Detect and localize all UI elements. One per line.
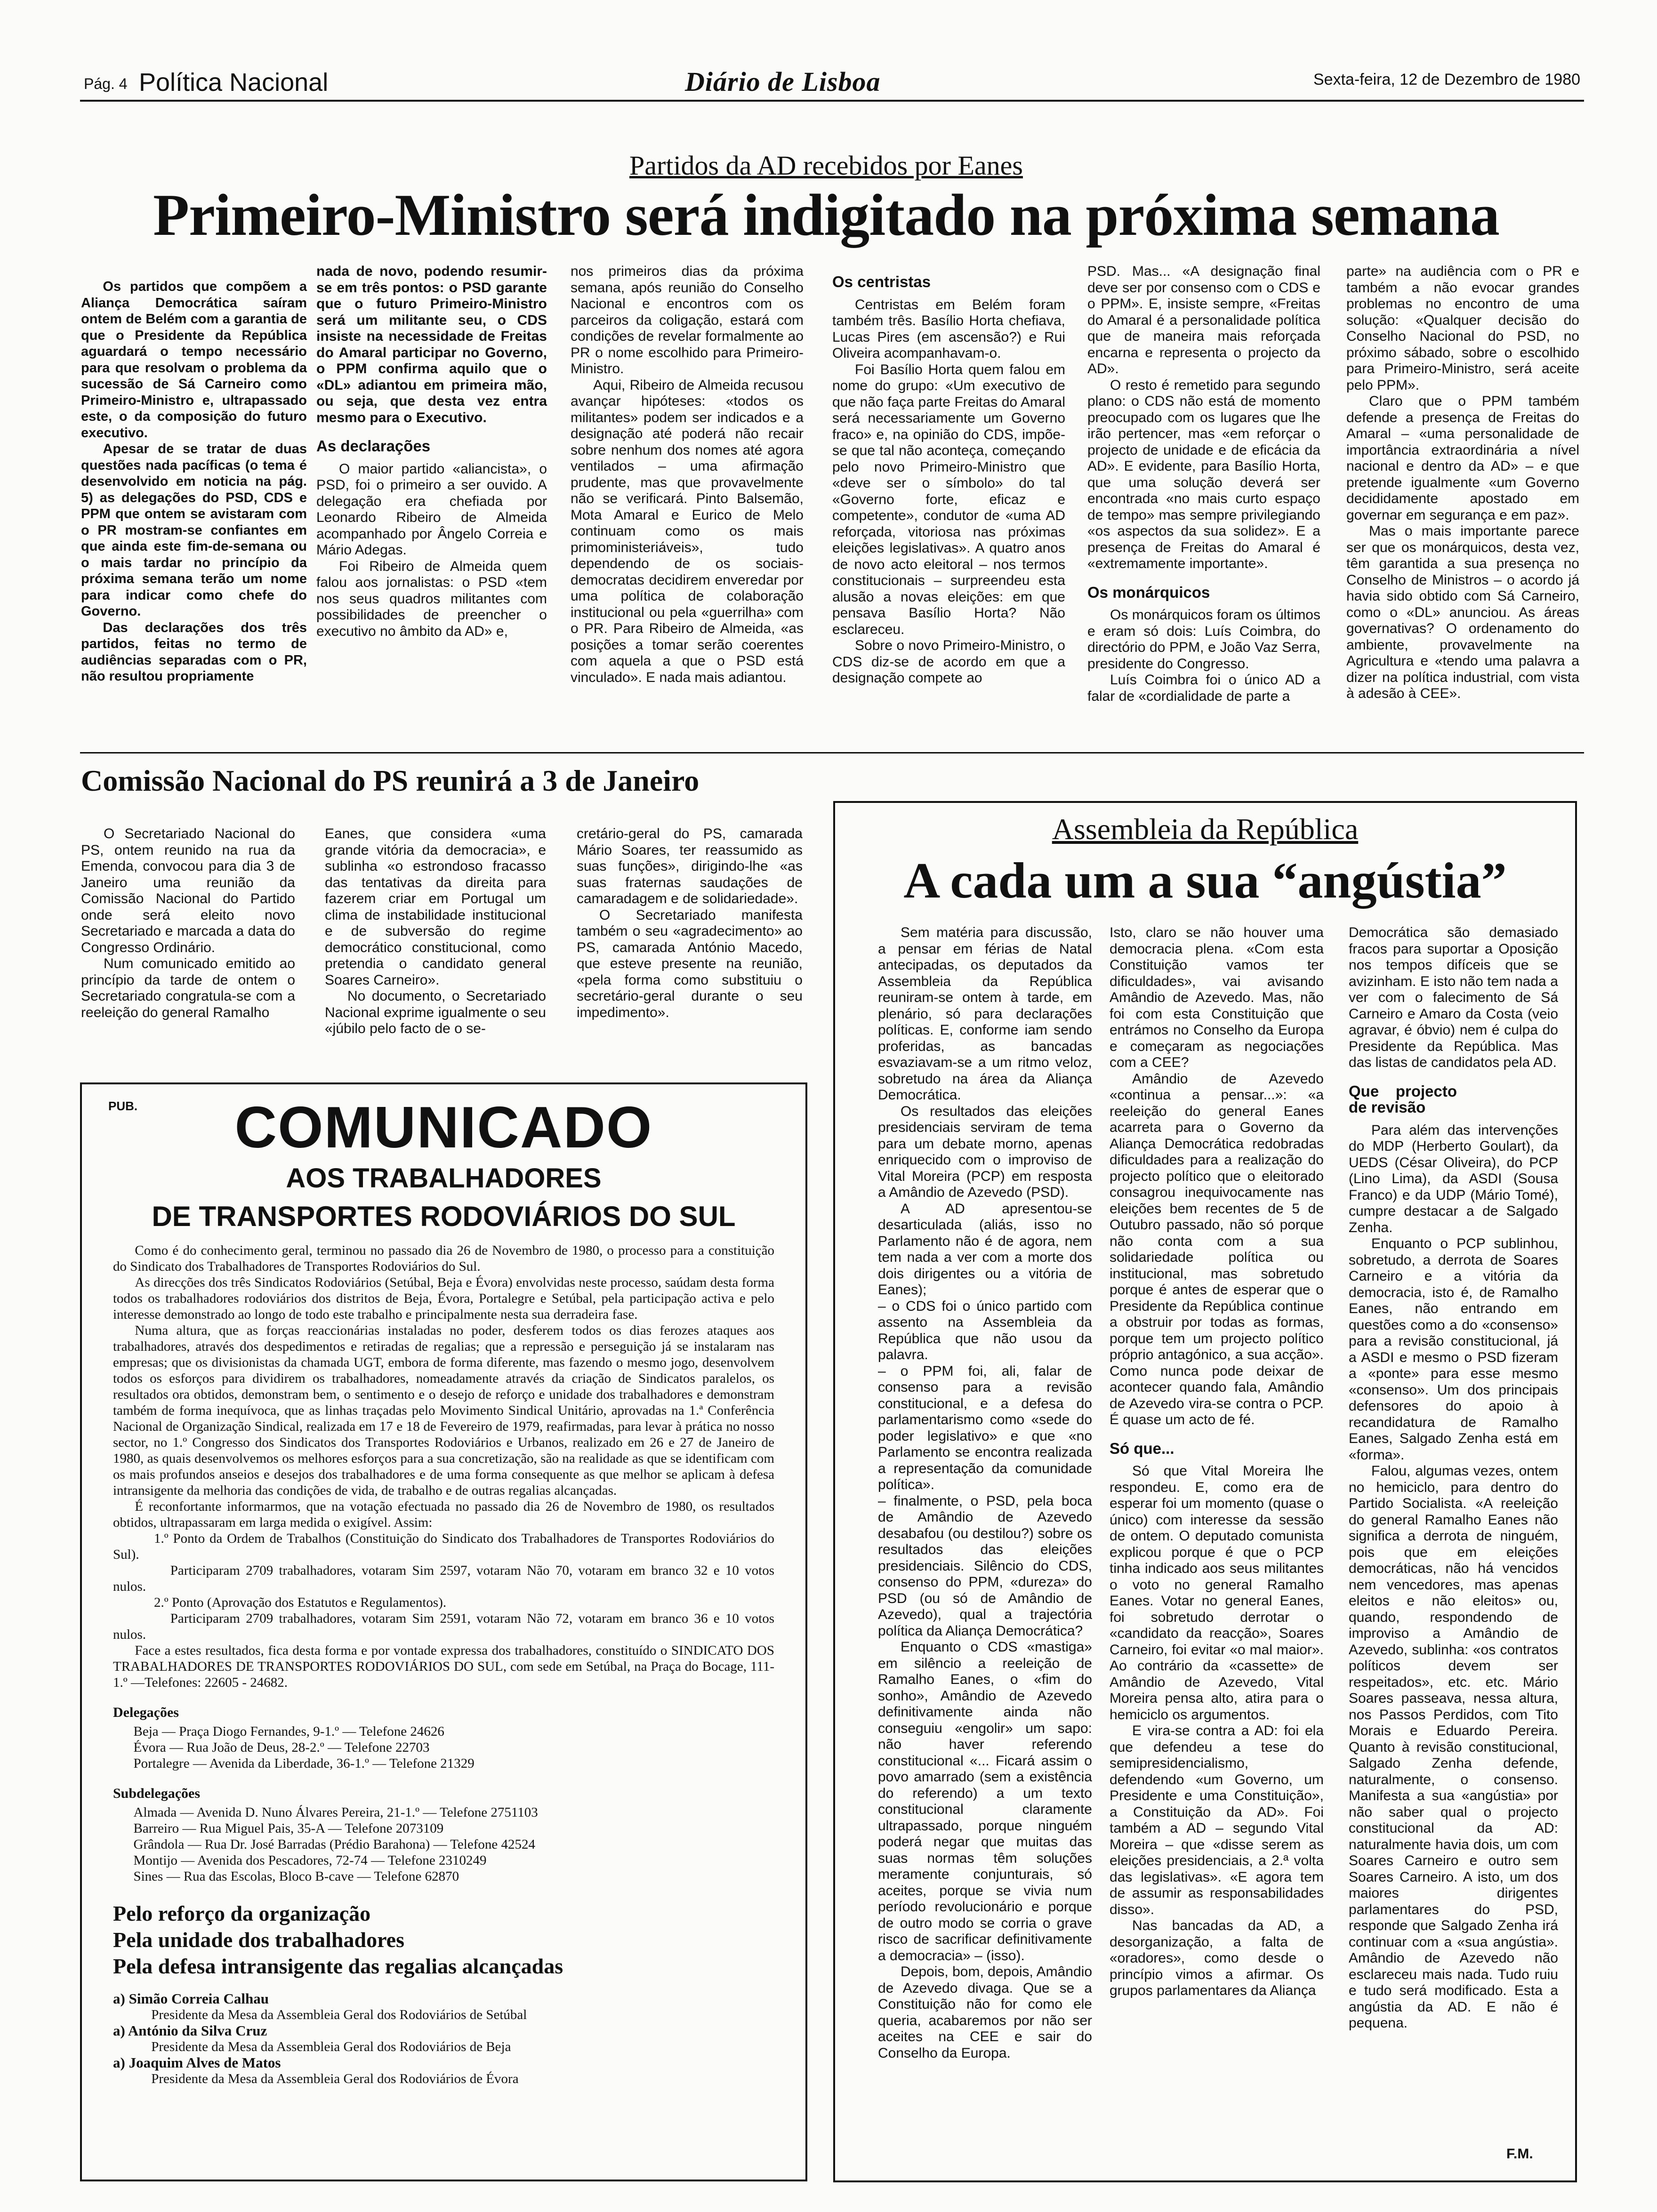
paragraph: Foi Basílio Horta quem falou em nome do grupo: «Um executivo de que não faça parte Freitas do Amaral será necessariamente um Governo fraco» e, na opinião do CDS, impõe-se que tal não aconteça, começando pelo novo Primeiro-Ministro que «deve ser o símbolo» do tal «Governo forte, eficaz e competente», condutor de «uma AD reforçada, vitoriosa nas próximas eleições legislativas». A quatro anos de novo acto eleitoral – nos termos constitucionais – surpreendeu esta alusão a novas eleições: em que pensava Basílio Horta? Não esclareceu. [832,361,1065,637]
paragraph: Para além das intervenções do MDP (Herberto Goulart), da UEDS (César Oliveira), do PCP (Lino Lima), da ASDI (Sousa Franco) e da UDP (Mário Tomé), cumpre destacar a de Salgado Zenha. [1349,1122,1558,1235]
paragraph: Num comunicado emitido ao princípio da tarde de ontem o Secretariado congratula-se com a reeleição do general Ramalho [81,956,295,1020]
signatory-name: a) António da Silva Cruz [113,2022,267,2039]
paragraph: O maior partido «aliancista», o PSD, foi o primeiro a ser ouvido. A delegação era chefiada por Leonardo Ribeiro de Almeida acompanhado por Ângelo Correia e Mário Adegas. [316,461,547,558]
paragraph: Amândio de Azevedo «continua a pensar...»: «a reeleição do general Eanes acarreta para o Governo da Aliança Democrática redobradas dificuldades para a realização do projecto político que o eleitorado consagrou inequivocamente nas eleições bem recentes de 5 de Outubro passado, não só porque não conta com a sua solidariedade política ou institucional, mas sobretudo porque é antes de esperar que o Presidente da República continue a obstruir por todas as formas, porque tem um projecto político próprio antagónico, a sua acção». Como nunca pode deixar de acontecer quando fala, Amândio de Azevedo vira-se contra o PCP. É quase um acto de fé. [1110,1071,1324,1427]
paragraph: Como é do conhecimento geral, terminou no passado dia 26 de Novembro de 1980, o processo para a constituição do Sindicato dos Trabalhadores de Transportes Rodoviários do Sul. [113,1243,774,1274]
section-divider [80,752,1584,753]
signatory-role: Presidente da Mesa da Assembleia Geral dos Rodoviários de Beja [151,2039,511,2054]
signatory-role: Presidente da Mesa da Assembleia Geral dos Rodoviários de Setúbal [151,2007,527,2022]
paragraph: Depois, bom, depois, Amândio de Azevedo divaga. Que se a Constituição não for como ele queria, acabaremos por não ser aceites na CEE e sair do Conselho da Europa. [878,1964,1092,2061]
paragraph: Falou, algumas vezes, ontem no hemiciclo, para dentro do Partido Socialista. «A reeleição do general Ramalho Eanes não significa a derrota de ninguém, pois que em eleições democráticas, não há vencidos nem vencedores, mas apenas eleitos e não eleitos» ou, quando, respondendo de improviso a Amândio de Azevedo, sublinha: «os contratos políticos devem ser respeitados», etc. etc. Mário Soares passeava, nessa altura, nos Passos Perdidos, com Tito Morais e Eduardo Pereira. Quanto à revisão constitucional, Salgado Zenha defende, naturalmente, o consenso. Manifesta a sua «angústia» por não saber qual o projecto constitucional da AD: naturalmente havia dois, um com Soares Carneiro e outro sem Soares Carneiro. A isto, um dos maiores dirigentes parlamentares do PSD, responde que Salgado Zenha irá continuar com a «sua angústia». Amândio de Azevedo não esclareceu mais nada. Tudo ruiu e tudo será modificado. Esta a angústia da AD. E não é pequena. [1349,1463,1558,2031]
subheading: As declarações [316,437,431,455]
paragraph: O resto é remetido para segundo plano: o CDS não está de momento preocupado com os lugares que lhe irão pertencer, mas «em reforçar o projecto de unidade e de eficácia da AD». E evidente, para Basílio Horta, que uma solução deverá ser encontrada «no mais curto espaço de tempo» mas sempre privilegiando «os aspectos da sua solidez». E a presença de Freitas do Amaral é «extremamente importante». [1087,377,1320,571]
header-rule [80,100,1584,102]
paragraph: 2.º Ponto (Aprovação dos Estatutos e Regulamentos). [154,1595,447,1610]
ad-slogan: Pela unidade dos trabalhadores [113,1928,404,1952]
paragraph: O Secretariado Nacional do PS, ontem reunido na rua da Emenda, convocou para dia 3 de Janeiro uma reunião da Comissão Nacional do Partido onde será eleito novo Secretariado e marcada a data do Congresso Ordinário. [81,826,295,955]
article-kicker: Partidos da AD recebidos por Eanes [629,150,1023,181]
paragraph: Só que Vital Moreira lhe respondeu. E, como era de esperar foi um momento (quase o único) com interesse da sessão de ontem. O deputado comunista explicou porque é que o PCP tinha indicado aos seus militantes o voto no general Ramalho Eanes. Votar no general Eanes, foi sobretudo derrotar o «candidato da reacção», Soares Carneiro, foi evitar «o mal maior». Ao contrário da «cassette» de Amândio de Azevedo, Vital Moreira pensa alto, atira para o hemiciclo os argumentos. [1110,1463,1324,1723]
page-number: Pág. 4 [84,75,128,92]
paragraph: Sobre o novo Primeiro-Ministro, o CDS diz-se de acordo em que a designação compete ao [832,638,1065,686]
paragraph: Eanes, que considera «uma grande vitória da democracia», e sublinha «o estrondoso fracasso das tentativas da direita para fazerem criar em Portugal um clima de instabilidade institucional e de subversão do regime democrático constitucional, como pretendia o candidato general Soares Carneiro». [325,826,546,988]
paragraph: Democrática são demasiado fracos para suportar a Oposição nos tempos difíceis que se avizinham. E isto não tem nada a ver com o falecimento de Sá Carneiro e Amaro da Costa (veio agravar, é óbvio) nem é culpa do Presidente da República. Mas das listas de candidatos pela AD. [1349,925,1558,1070]
paragraph: – o PPM foi, ali, falar de consenso para a revisão constitucional, e a defesa do parlamentarismo como «sede do poder legislativo» e que «no Parlamento se encontra realizada a representação da comunidade política». [878,1363,1092,1492]
paragraph: Enquanto o PCP sublinhou, sobretudo, a derrota de Soares Carneiro e a vitória da democracia, isto é, de Ramalho Eanes, não entrando em questões como a do «consenso» para a revisão constitucional, já a ASDI e mesmo o PSD fizeram a «ponte» para esse mesmo «consenso». Um dos principais defensores do apoio à recandidatura de Ramalho Eanes, Salgado Zenha está em «forma». [1349,1236,1558,1463]
paragraph: Numa altura, que as forças reaccionárias instaladas no poder, desferem todos os dias ferozes ataques aos trabalhadores, através dos despedimentos e retiradas de regalias; que a repressão e perseguição já se instalaram nas empresas; que os divisionistas da chamada UGT, embora de forma diferente, mas fazendo o mesmo jogo, desenvolvem todos os esforços para dividirem os trabalhadores, nomeadamente através da criação de Sindicatos paralelos, os resultados ora obtidos, demonstram bem, o sentimento e o desejo de reforço e unidade dos trabalhadores e demonstram também de forma inequívoca, que as linhas traçadas pelo Movimento Sindical Unitário, aprovadas na 1.ª Conferência Nacional de Organização Sindical, realizada em 17 e 18 de Fevereiro de 1979, reafirmadas, para levar à prática no nosso sector, no 1.º Congresso dos Sindicatos dos Transportes Rodoviários e Urbanos, realizado em 26 e 27 de Janeiro de 1980, as quais desenvolvemos os melhores esforços para a sua concretização, são na realidade as que se identificam com os mais profundos anseios e desejos dos trabalhadores e de uma forma consequente as que melhor se aplicam à defesa intransigente da melhoria das condições de vida, de trabalho e de outras regalias alcançadas. [113,1323,774,1498]
ad-subtitle: DE TRANSPORTES RODOVIÁRIOS DO SUL [152,1201,736,1232]
ad-slogan: Pela defesa intransigente das regalias alcançadas [113,1954,563,1978]
paragraph: No documento, o Secretariado Nacional exprime igualmente o seu «júbilo pelo facto de o se- [325,988,546,1036]
article-headline: A cada um a sua “angústia” [903,853,1507,909]
paragraph: Participaram 2709 trabalhadores, votaram Sim 2591, votaram Não 72, votaram em branco 36 e 10 votos nulos. [113,1611,774,1642]
subheading: Os centristas [832,273,931,290]
paragraph: As direcções dos três Sindicatos Rodoviários (Setúbal, Beja e Évora) envolvidas neste processo, saúdam desta forma todos os trabalhadores rodoviários dos distritos de Beja, Évora, Portalegre e Setúbal, pela participação activa e pelo interesse demonstrado ao longo de todo este trabalho e principalmente nesta sua derradeira fase. [113,1275,774,1322]
article-column-3 [577,826,803,1021]
address-line: Sines — Rua das Escolas, Bloco B-cave — Telefone 62870 [133,1869,459,1884]
paragraph: Enquanto o CDS «mastiga» em silêncio a reeleição de Ramalho Eanes, o «fim do sonho», Amândio de Azevedo definitivamente ainda não conseguiu «engolir» um sapo: não haver referendo constitucional «... Ficará assim o povo amarrado (sem a existência do referendo) a um texto constitucional claramente ultrapassado, porque ninguém poderá negar que muitas das suas normas têm soluções meramente conjunturais, só aceites, porque se vivia num período revolucionário e porque de outro modo se corria o grave risco de sacrificar definitivamente a democracia» – (isso). [878,1639,1092,1964]
paragraph: 1.º Ponto da Ordem de Trabalhos (Constituição do Sindicato dos Trabalhadores de Transportes Rodoviários do Sul). [113,1531,774,1562]
address-line: Almada — Avenida D. Nuno Álvares Pereira, 21-1.º — Telefone 2751103 [133,1805,538,1820]
paragraph: Centristas em Belém foram também três. Basílio Horta chefiava, Lucas Pires (em ascensão?) e Rui Oliveira acompanhavam-o. [832,297,1065,361]
article-column-1 [81,279,307,685]
paragraph: cretário-geral do PS, camarada Mário Soares, ter reassumido as suas funções», dirigindo-lhe «as suas fraternas saudações de camaradagem e de solidariedade». [577,826,803,906]
delegacoes-label: Delegações [113,1705,179,1720]
subheading: Os monárquicos [1087,583,1210,601]
ad-title: COMUNICADO [234,1095,653,1160]
article-column-3 [571,264,804,686]
paragraph: PSD. Mas... «A designação final deve ser por consenso com o CDS e o PPM». E, insiste sempre, «Freitas do Amaral é a personalidade política que de maneira mais reforçada encarna e representa o projecto da AD». [1087,264,1320,377]
paragraph: Aqui, Ribeiro de Almeida recusou avançar hipóteses: «todos os militantes» podem ser indicados e a designação até poderá não recair sobre nenhum dos nomes até agora ventilados – uma afirmação prudente, mas que provavelmente não se verificará. Pinto Balsemão, Mota Amaral e Eurico de Melo continuam como os mais primoministeriáveis», tudo dependendo de os sociais-democratas decidirem enveredar por uma política de colaboração institucional ou pela «guerrilha» com o PR. Para Ribeiro de Almeida, «as posições a tomar serão coerentes com aquela a que o PSD está vinculado». E nada mais adiantou. [571,377,804,685]
paragraph: Foi Ribeiro de Almeida quem falou aos jornalistas: o PSD «tem nos seus quadros militantes com possibilidades de preencher o executivo no âmbito da AD» e, [316,558,547,639]
article-headline: Primeiro-Ministro será indigitado na próxima semana [153,183,1499,248]
paragraph: nada de novo, podendo resumir-se em três pontos: o PSD garante que o futuro Primeiro-Ministro será um militante seu, o CDS insiste na necessidade de Freitas do Amaral participar no Governo, o PPM confirma aquilo que o «DL» adiantou em primeira mão, ou seja, que desta vez entra mesmo para o Executivo. [316,264,547,425]
article-column-5 [1087,264,1320,705]
article-headline: Comissão Nacional do PS reunirá a 3 de Janeiro [81,764,700,797]
article-column-3 [1349,925,1558,2032]
paragraph: Sem matéria para discussão, a pensar em férias de Natal antecipadas, os deputados da Assembleia da República reuniram-se ontem à tarde, em plenário, só para declarações políticas. E, conforme iam sendo proferidas, as bancadas esvaziavam-se a um ritmo veloz, sobretudo na área da Aliança Democrática. [878,925,1092,1103]
paragraph: Isto, claro se não houver uma democracia plena. «Com esta Constituição vamos ter dificuldades», vai avisando Amândio de Azevedo. Mas, não foi com esta Constituição que entrámos no Conselho da Europa e começaram as negociações com a CEE? [1110,925,1324,1070]
address-line: Portalegre — Avenida da Liberdade, 36-1.º — Telefone 21329 [133,1756,475,1771]
issue-date: Sexta-feira, 12 de Dezembro de 1980 [1313,71,1581,88]
article-column-1 [878,925,1092,2061]
address-line: Beja — Praça Diogo Fernandes, 9-1.º — Telefone 24626 [133,1724,444,1739]
signatory-name: a) Simão Correia Calhau [113,1990,269,2007]
address-line: Grândola — Rua Dr. José Barradas (Prédio Barahona) — Telefone 42524 [133,1837,536,1852]
paragraph: – o CDS foi o único partido com assento na Assembleia da República que não usou da palavra. [878,1298,1092,1362]
address-line: Montijo — Avenida dos Pescadores, 72-74 — Telefone 2310249 [133,1853,487,1868]
article-column-4 [832,264,1065,687]
subdelegacoes-label: Subdelegações [113,1786,201,1801]
paragraph: E vira-se contra a AD: foi ela que defendeu a tese do semipresidencialismo, defendendo «um Governo, um Presidente e uma Constituição», a Constituição da AD». Foi também a AD – segundo Vital Moreira – que «disse serem as eleições presidenciais, a 2.ª volta das legislativas». «E agora tem de assumir as responsabilidades disso». [1110,1723,1324,1917]
paragraph: Os monárquicos foram os últimos e eram só dois: Luís Coimbra, do directório do PPM, e João Vaz Serra, presidente do Congresso. [1087,607,1320,672]
paragraph: Claro que o PPM também defende a presença de Freitas do Amaral – «uma personalidade de importância extraordinária a nível nacional e dentro da AD» – e que pretende igualmente «um Governo decididamente apostado em governar em segurança e em paz». [1346,393,1579,523]
paragraph: – finalmente, o PSD, pela boca de Amândio de Azevedo desabafou (ou destilou?) sobre os resultados das eleições presidenciais. Silêncio do CDS, consenso do PPM, «dureza» do PSD (ou só de Amândio de Azevedo), qual a trajectória política da Aliança Democrática? [878,1493,1092,1639]
signatory-role: Presidente da Mesa da Assembleia Geral dos Rodoviários de Évora [151,2071,519,2086]
masthead: Diário de Lisboa [685,66,881,97]
paragraph: Os resultados das eleições presidenciais serviram de tema para um debate morno, apenas enriquecido com o improviso de Vital Moreira (PCP) em resposta a Amândio de Azevedo (PSD). [878,1103,1092,1200]
byline: F.M. [1506,2146,1533,2162]
article-kicker: Assembleia da República [1052,812,1359,846]
ad-tag: PUB. [108,1099,138,1113]
paragraph: Apesar de se tratar de duas questões nada pacíficas (o tema é desenvolvido em noticia na pág. 5) as delegações do PSD, CDS e PPM que ontem se avistaram com o PR mostram-se confiantes em que ainda este fim-de-semana ou o mais tardar no princípio da próxima semana terão um nome para indicar como chefe do Governo. [81,441,307,619]
article-column-2 [316,264,547,640]
paragraph: Mas o mais importante parece ser que os monárquicos, desta vez, têm garantida a sua presença no Conselho de Ministros – o acordo já havia sido obtido com Sá Carneiro, como o «DL» anunciou. As áreas governativas? O ordenamento do ambiente, provavelmente na Agricultura e «tendo uma palavra a dizer na política industrial, com vista à adesão à CEE». [1346,523,1579,701]
article-column-2 [325,826,546,1037]
article-column-6 [1346,264,1579,702]
article-column-1 [81,826,295,1021]
paragraph: Luís Coimbra foi o único AD a falar de «cordialidade de parte a [1087,672,1320,704]
paragraph: O Secretariado manifesta também o seu «agradecimento» ao PS, camarada António Macedo, que esteve presente na reunião, «pela forma como substituiu o secretário-geral durante o seu impedimento». [577,907,803,1020]
subheading: Que projecto de revisão [1349,1082,1457,1116]
paragraph: Participaram 2709 trabalhadores, votaram Sim 2597, votaram Não 70, votaram em branco 32 e 10 votos nulos. [113,1563,774,1594]
paragraph: nos primeiros dias da próxima semana, após reunião do Conselho Nacional e encontros com os parceiros da coligação, estará com condições de revelar formalmente ao PR o nome escolhido para Primeiro-Ministro. [571,264,804,377]
lead-paragraph: Os partidos que compõem a Aliança Democrática saíram ontem de Belém com a garantia de que o Presidente da República aguardará o tempo necessário para que resolvam o problema da sucessão de Sá Carneiro como Primeiro-Ministro e, ultrapassado este, o da composição do futuro executivo. [81,279,307,441]
address-line: Barreiro — Rua Miguel Pais, 35-A — Telefone 2073109 [133,1821,444,1836]
address-line: Évora — Rua João de Deus, 28-2.º — Telefone 22703 [133,1740,430,1755]
paragraph: É reconfortante informarmos, que na votação efectuada no passado dia 26 de Novembro de 1980, os resultados obtidos, ultrapassaram em larga medida o exigível. Assim: [113,1499,774,1530]
paragraph: A AD apresentou-se desarticulada (aliás, isso no Parlamento não é de agora, nem tem nada a ver com a morte dos dois dirigentes ou a vitória de Eanes); [878,1201,1092,1298]
subheading: Só que... [1110,1439,1174,1457]
paragraph: parte» na audiência com o PR e também a não evocar grandes problemas no encontro de uma solução: «Qualquer decisão do Conselho Nacional do PSD, no próximo sábado, sobre o escolhido para Primeiro-Ministro, será aceite pelo PPM». [1346,264,1579,393]
paragraph: Das declarações dos três partidos, feitas no termo de audiências separadas com o PR, não resultou propriamente [81,620,307,684]
section-title: Política Nacional [139,68,329,96]
article-column-2 [1110,925,1324,1999]
paragraph: Nas bancadas da AD, a desorganização, a falta de «oradores», como desde o princípio vimos a afirmar. Os grupos parlamentares da Aliança [1110,1918,1324,1998]
ad-body [113,1242,774,2087]
signatory-name: a) Joaquim Alves de Matos [113,2054,281,2071]
ad-slogan: Pelo reforço da organização [113,1901,371,1925]
ad-subtitle: AOS TRABALHADORES [286,1163,602,1194]
paragraph: Face a estes resultados, fica desta forma e por vontade expressa dos trabalhadores, constituído o SINDICATO DOS TRABALHADORES DE TRANSPORTES RODOVIÁRIOS DO SUL, com sede em Setúbal, na Praça do Bocage, 111-1.º —Telefones: 22605 - 24682. [113,1643,774,1690]
